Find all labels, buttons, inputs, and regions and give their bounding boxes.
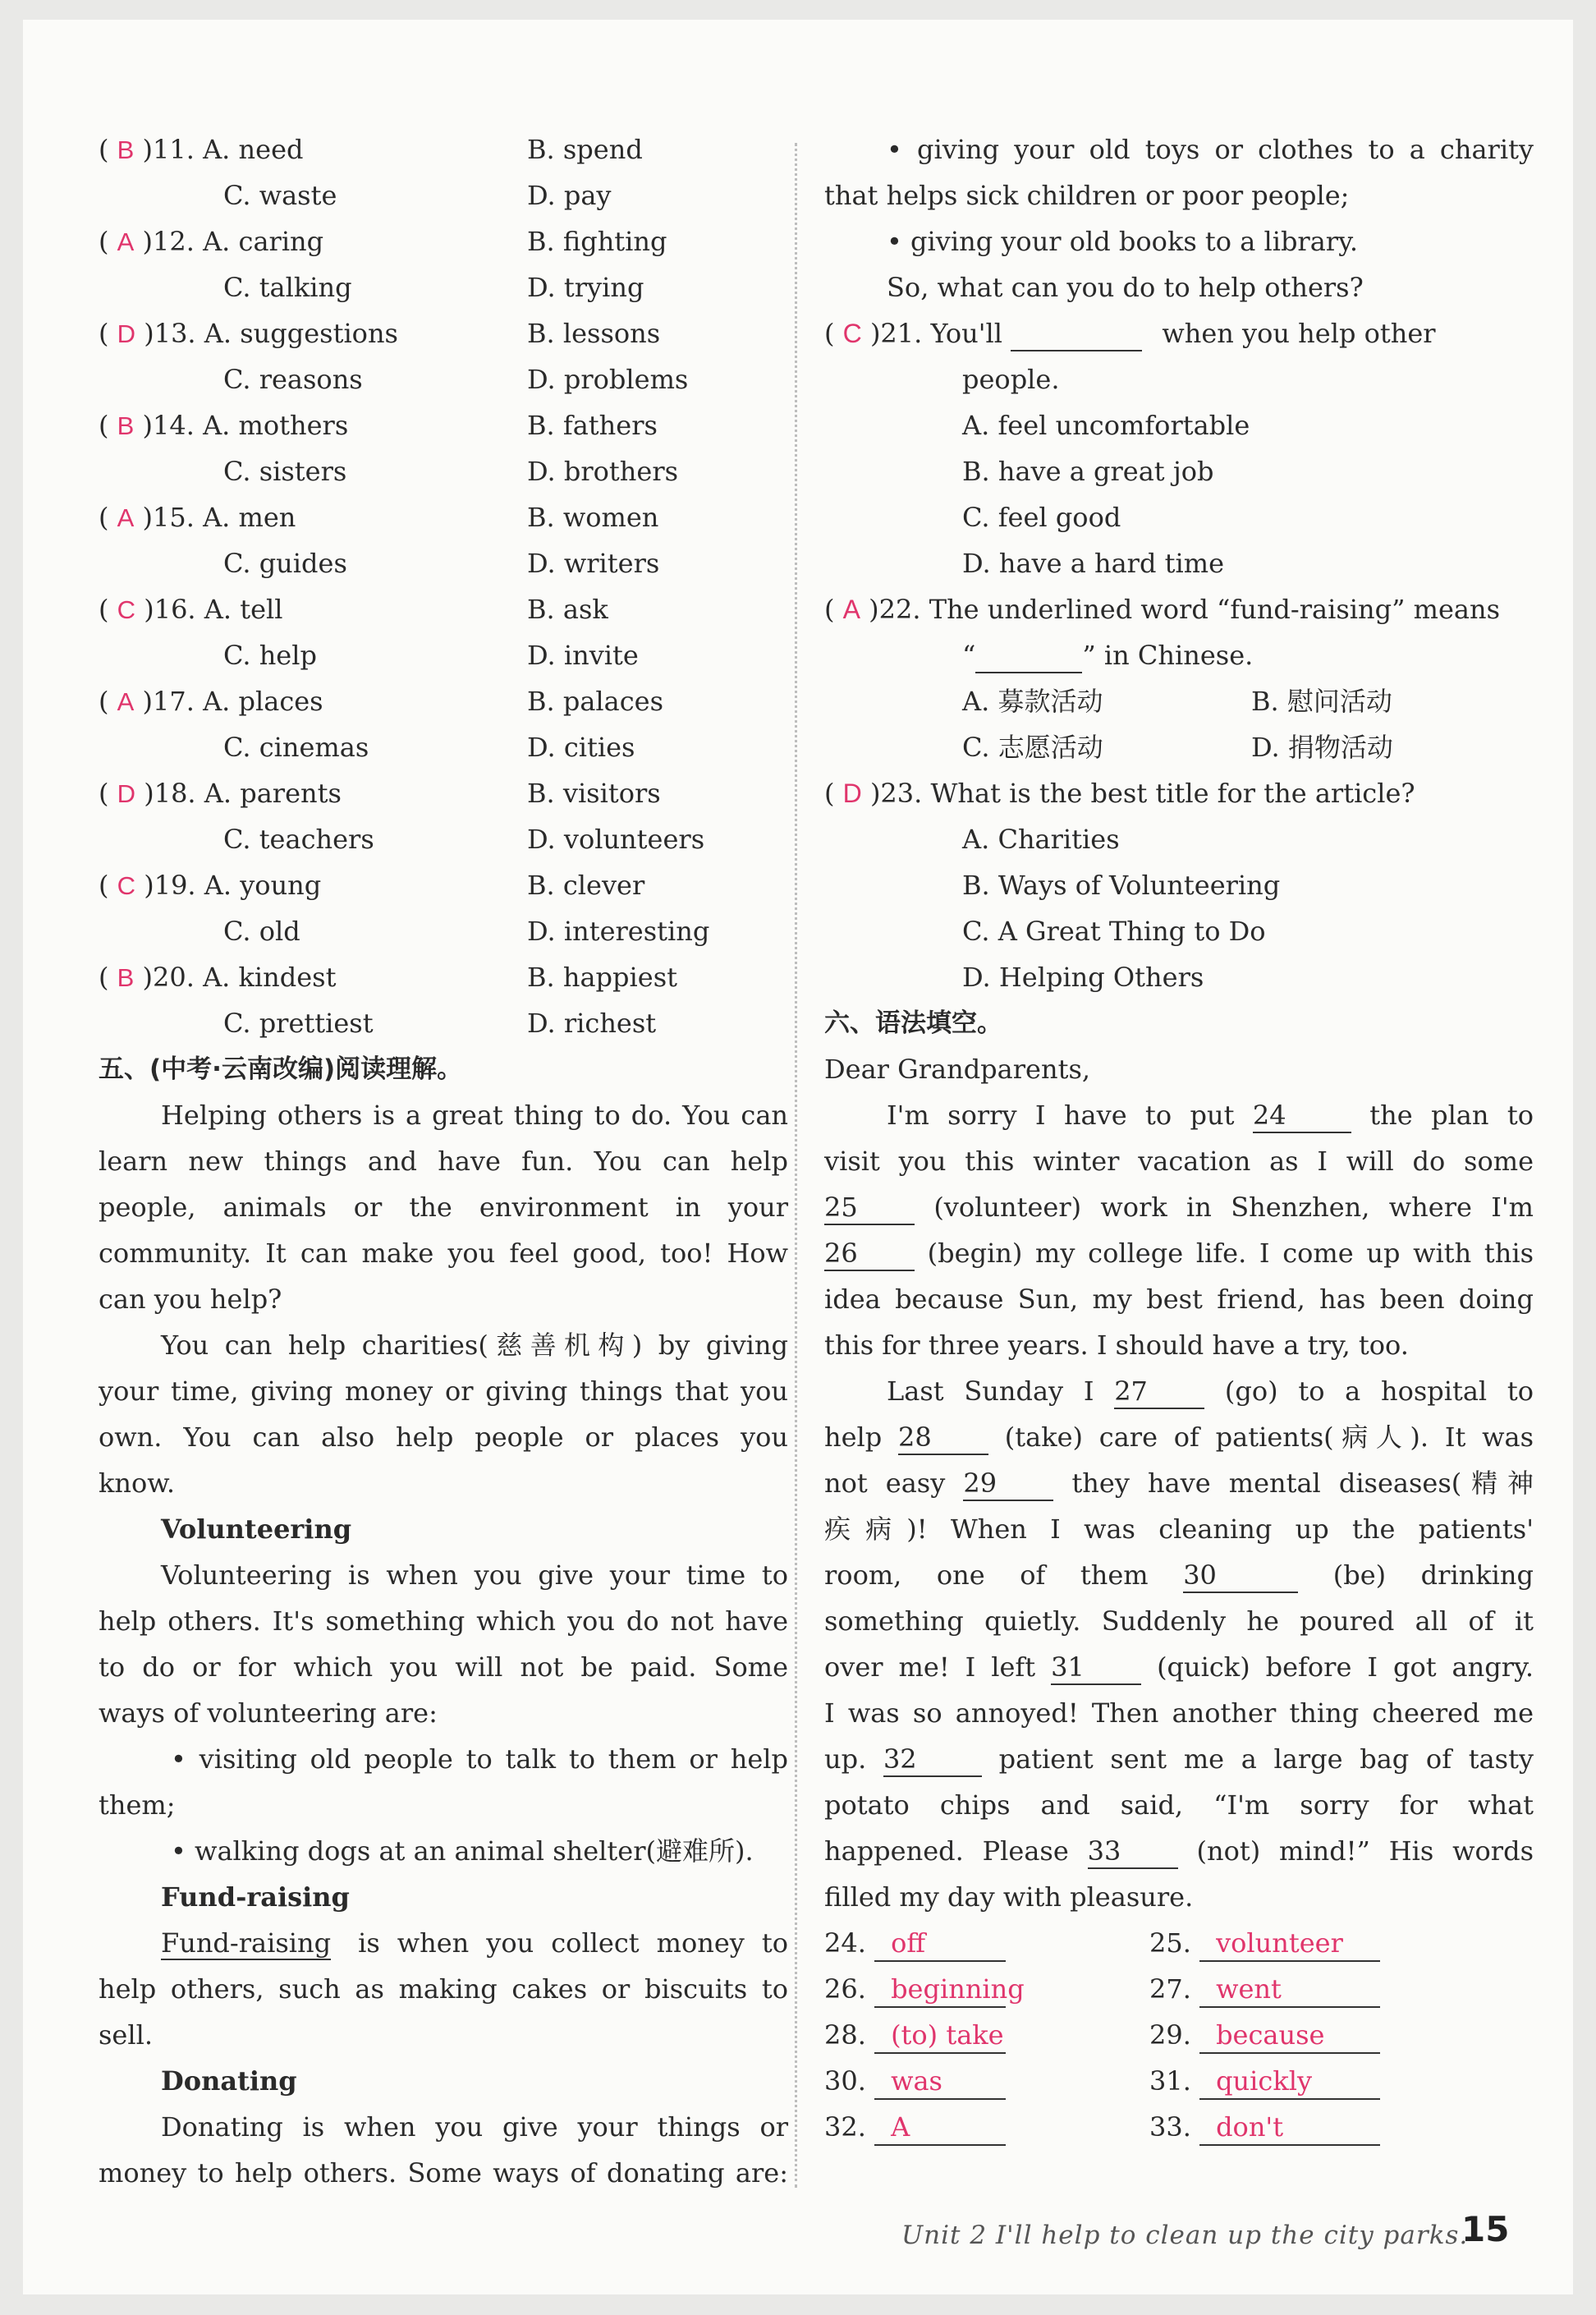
- blank-29: 29: [963, 1467, 1053, 1501]
- option-c: C. guides: [223, 548, 347, 579]
- mc-question-12: ( A )12. A. caring B. fighting: [99, 218, 788, 264]
- answer-15: A: [117, 503, 135, 532]
- blank-30: 30: [1183, 1559, 1298, 1593]
- option-d: D. pay: [527, 180, 612, 211]
- bullet-walking-dogs: • walking dogs at an animal shelter(避难所).: [171, 1835, 754, 1867]
- bullet-books: • giving your old books to a library.: [887, 226, 1359, 257]
- option-b: B. women: [527, 502, 659, 533]
- option-a: A. men: [203, 502, 296, 533]
- option-a: A. need: [203, 134, 304, 165]
- mc-question-14: ( B )14. A. mothers B. fathers: [99, 402, 788, 448]
- mc-question-11: ( B )11. A. need B. spend: [99, 126, 788, 172]
- fill-answer: quickly: [1199, 2064, 1380, 2100]
- letter-greeting: Dear Grandparents,: [824, 1054, 1091, 1085]
- bullet-visiting: • visiting old people to talk to them or help them;: [99, 1743, 788, 1821]
- subheading-donating: Donating: [161, 2065, 297, 2097]
- option-d: D. trying: [527, 272, 644, 303]
- option-a: A. young: [204, 870, 322, 901]
- mc-question-19: ( C )19. A. young B. clever: [99, 862, 788, 908]
- fill-answer: volunteer: [1199, 1926, 1380, 1962]
- option-b: B. fathers: [527, 410, 658, 441]
- option-c: C. prettiest: [223, 1008, 374, 1039]
- answer-row: 30. was 31. quickly: [824, 2058, 1534, 2104]
- option-d: D. volunteers: [527, 824, 705, 855]
- answer-12: A: [117, 227, 135, 256]
- column-divider: [795, 143, 797, 2188]
- answer-16: C: [117, 595, 136, 624]
- blank-27: 27: [1114, 1375, 1204, 1409]
- answer-row: 24. off 25. volunteer: [824, 1920, 1534, 1966]
- subheading-volunteering: Volunteering: [161, 1513, 352, 1545]
- fill-answer: went: [1199, 1972, 1380, 2008]
- grammar-answers: [824, 1920, 1534, 2150]
- option-c: C. sisters: [223, 456, 347, 487]
- question-prompt: So, what can you do to help others?: [887, 272, 1364, 303]
- fill-answer: because: [1199, 2018, 1380, 2054]
- answer-21: C: [842, 319, 862, 348]
- blank-33: 33: [1088, 1835, 1178, 1869]
- option-d: D. problems: [527, 364, 689, 395]
- mc-question-17: ( A )17. A. places B. palaces: [99, 678, 788, 724]
- option-c: C. cinemas: [223, 732, 369, 763]
- option-d: D. interesting: [527, 916, 710, 947]
- answer-row: 26. beginning 27. went: [824, 1966, 1534, 2012]
- question-23: ( D )23. What is the best title for the article? A. Charities B. Ways of Volunteering C. A Great Thing to Do D. Helping Others: [824, 778, 1415, 993]
- option-b: B. happiest: [527, 962, 677, 993]
- underlined-word: Fund-raising: [161, 1927, 332, 1959]
- section-6-title: 六、语法填空。: [824, 1008, 1002, 1038]
- option-a: A. places: [203, 686, 323, 717]
- right-column: • giving your old toys or clothes to a charity that helps sick children or poor people; • giving your old books to a library. So, what can you do to help others? ( C )21. You'll when you help other people. A. feel uncomfortable B. have a great job C. feel good D. have a hard time ( A )22. The underlined word “fund-raising” means “ ” in Chinese. A. 募款活动 B. 慰问活动 C. 志愿活动 D. 捐物活动 ( D )23. What is the best title for the article? A. Charities B. Ways of Volunteering C. A Great Thing to Do D. Helping Others 六、语法填空。 Dear Grandparents, I'm sorry I have to put 24 the plan to visit you this winter vacation as I will do some 25 (volunteer) work in Shenzhen, where I'm 26 (begin) my college life. I come up with this idea because Sun, my best friend, has been doing this for three years. I should have a try, too. Last Sunday I 27 (go) to a hospital to help 28 (take) care of patients(病人). It was not easy 29 they have mental diseases(精神 疾病)! When I was cleaning up the patients' room, one of them 30 (be) drinking something quietly. Suddenly he poured all of it over me! I left 31 (quick) before I got angry. I was so annoyed! Then another thing cheered me up. 32 patient sent me a large bag of tasty potato chips and said, “I'm sorry for what happened. Please 33 (not) mind!” His words filled my day with pleasure. 24. off 25. volunteer 26. beginning 27. went 28. (to) take 29. because 30. was 31. quickly 32. A 33. don't: [824, 126, 1534, 2150]
- option-b: B. visitors: [527, 778, 661, 809]
- left-column: [99, 126, 788, 2196]
- option-d: D. invite: [527, 640, 639, 671]
- mc-question-15: ( A )15. A. men B. women: [99, 494, 788, 540]
- fill-answer: was: [874, 2064, 1006, 2100]
- option-c: C. talking: [223, 272, 352, 303]
- option-c: C. reasons: [223, 364, 363, 395]
- option-b: B. clever: [527, 870, 645, 901]
- option-a: A. kindest: [203, 962, 337, 993]
- option-c: C. old: [223, 916, 300, 947]
- reading-paragraph-2: You can help charities(慈善机构) by giving your time, giving money or giving things that you own. You can also help people or places you know.: [99, 1330, 788, 1499]
- blank-24: 24: [1253, 1099, 1351, 1133]
- blank-26: 26: [824, 1237, 915, 1271]
- answer-17: A: [117, 687, 135, 716]
- subheading-fund-raising: Fund-raising: [161, 1881, 350, 1913]
- answer-22: A: [842, 595, 860, 624]
- fill-answer: don't: [1199, 2110, 1380, 2146]
- option-b: B. spend: [527, 134, 643, 165]
- fill-answer: A: [874, 2110, 1006, 2146]
- answer-18: D: [117, 779, 136, 808]
- option-b: B. palaces: [527, 686, 664, 717]
- answer-row: 28. (to) take 29. because: [824, 2012, 1534, 2058]
- blank-32: 32: [883, 1743, 982, 1777]
- blank-21: [1011, 317, 1142, 351]
- answer-row: 32. A 33. don't: [824, 2104, 1534, 2150]
- fill-answer: beginning: [874, 1972, 1006, 2008]
- option-b: B. ask: [527, 594, 608, 625]
- fill-answer: (to) take: [874, 2018, 1006, 2054]
- blank-31: 31: [1051, 1651, 1141, 1685]
- answer-19: C: [117, 871, 136, 900]
- option-a: A. tell: [204, 594, 283, 625]
- answer-20: B: [117, 963, 135, 992]
- reading-paragraph-5: Donating is when you give your things or money to help others. Some ways of donating are:: [99, 2111, 788, 2189]
- section-5-title: 五、(中考·云南改编)阅读理解。: [99, 1054, 463, 1084]
- answer-11: B: [117, 136, 135, 164]
- blank-22: [975, 639, 1082, 673]
- reading-paragraph-1: Helping others is a great thing to do. You can learn new things and have fun. You can help people, animals or the environment in your community. It can make you feel good, too! How can you help?: [99, 1100, 788, 1315]
- option-a: A. parents: [204, 778, 342, 809]
- mc-question-20: ( B )20. A. kindest B. happiest: [99, 954, 788, 1000]
- blank-25: 25: [824, 1191, 915, 1225]
- option-c: C. waste: [223, 180, 337, 211]
- answer-23: D: [842, 779, 862, 808]
- mc-question-18: ( D )18. A. parents B. visitors: [99, 770, 788, 816]
- reading-paragraph-3: Volunteering is when you give your time to help others. It's something which you do not have to do or for which you will not be paid. Some ways of volunteering are:: [99, 1559, 788, 1729]
- footer-unit-title: Unit 2 I'll help to clean up the city parks.: [901, 2221, 1469, 2250]
- mc-question-13: ( D )13. A. suggestions B. lessons: [99, 310, 788, 356]
- option-d: D. brothers: [527, 456, 679, 487]
- multiple-choice-list: [99, 126, 788, 1046]
- question-22: ( A )22. The underlined word “fund-raising” means “ ” in Chinese. A. 募款活动 B. 慰问活动 C. 志愿活动 D. 捐物活动: [824, 594, 1500, 763]
- option-c: C. help: [223, 640, 317, 671]
- option-d: D. cities: [527, 732, 635, 763]
- page-number: 15: [1461, 2209, 1510, 2249]
- option-b: B. lessons: [527, 318, 661, 349]
- option-d: D. richest: [527, 1008, 657, 1039]
- bullet-toys: • giving your old toys or clothes to a charity: [887, 134, 1534, 165]
- option-a: A. mothers: [203, 410, 349, 441]
- option-a: A. suggestions: [204, 318, 398, 349]
- grammar-passage: I'm sorry I have to put 24 the plan to visit you this winter vacation as I will do some 25 (volunteer) work in Shenzhen, where I'm 26 (begin) my college life. I come up with this idea because Sun, my best friend, has been doing this for three years. I should have a try, too. Last Sunday I 27 (go) to a hospital to help 28 (take) care of patients(病人). It was not easy 29 they have mental diseases(精神 疾病)! When I was cleaning up the patients' room, one of them 30 (be) drinking something quietly. Suddenly he poured all of it over me! I left 31 (quick) before I got angry. I was so annoyed! Then another thing cheered me up. 32 patient sent me a large bag of tasty potato chips and said, “I'm sorry for what happened. Please 33 (not) mind!” His words filled my day with pleasure.: [824, 1100, 1534, 1913]
- option-d: D. writers: [527, 548, 660, 579]
- option-b: B. fighting: [527, 226, 667, 257]
- answer-14: B: [117, 411, 135, 440]
- fill-answer: off: [874, 1926, 1006, 1962]
- reading-paragraph-4: Fund-raising is when you collect money to help others, such as making cakes or biscuits to sell.: [99, 1927, 788, 2051]
- option-c: C. teachers: [223, 824, 374, 855]
- option-a: A. caring: [203, 226, 324, 257]
- workbook-page: [23, 20, 1573, 2294]
- question-21: ( C )21. You'll when you help other people. A. feel uncomfortable B. have a great job C. feel good D. have a hard time: [824, 318, 1436, 579]
- blank-28: 28: [898, 1421, 988, 1455]
- mc-question-16: ( C )16. A. tell B. ask: [99, 586, 788, 632]
- answer-13: D: [117, 319, 136, 348]
